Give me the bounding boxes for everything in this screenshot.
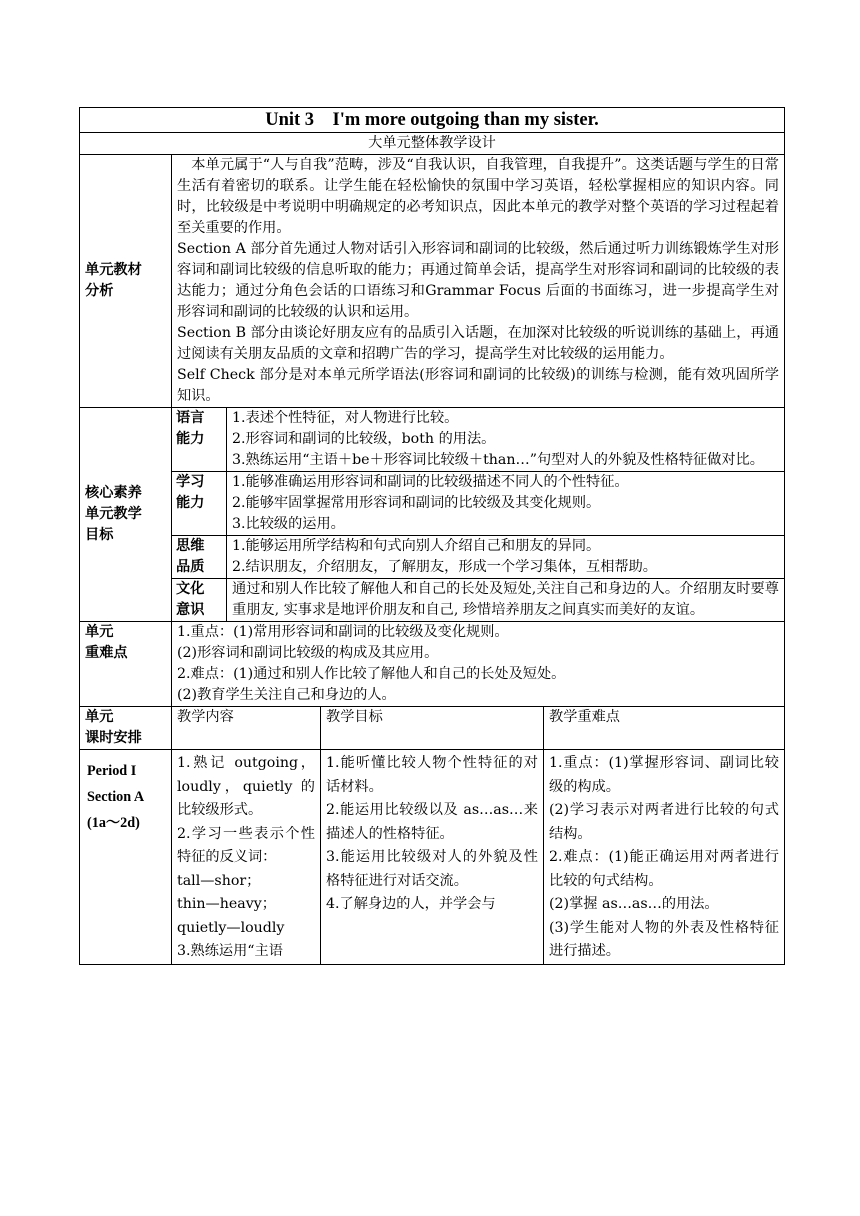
- period-content: [172, 750, 321, 965]
- schedule-header-row: [80, 707, 785, 750]
- period-goals: [321, 750, 544, 965]
- list-item: 1.熟记 outgoing，loudly，quietly 的比较级形式。: [177, 755, 315, 818]
- period-label: Period I Section A (1a～2d): [80, 750, 172, 965]
- list-item: 通过和别人作比较了解他人和自己的长处及短处,关注自己和身边的人。介绍朋友时要尊重朋友, 实事求是地评价朋友和自己, 珍惜培养朋友之间真实而美好的友谊。: [232, 581, 779, 618]
- list-item: (3)学生能对人物的外表及性格特征进行描述。: [549, 919, 779, 959]
- core-literacy-label: 核心素养 单元教学 目标: [80, 408, 172, 622]
- document-subtitle: 大单元整体教学设计: [80, 133, 785, 155]
- core-literacy-row-language: [80, 408, 785, 472]
- list-item: (2)形容词和副词比较级的构成及其应用。: [177, 645, 439, 661]
- cultural-awareness-label: 文化 意识: [172, 579, 227, 622]
- period-difficulties: [544, 750, 785, 965]
- learning-ability-content: [227, 472, 785, 536]
- material-analysis-label: 单元教材 分析: [80, 155, 172, 408]
- title-row: [80, 108, 785, 133]
- list-item: 3.能运用比较级对人的外貌及性格特征进行对话交流。: [326, 849, 538, 889]
- key-points-label: 单元 重难点: [80, 622, 172, 707]
- analysis-paragraph: 本单元属于“人与自我”范畴，涉及“自我认识，自我管理，自我提升”。这类话题与学生的日常生活有着密切的联系。让学生能在轻松愉快的氛围中学习英语，轻松掌握相应的知识内容。同时，比较级是中考说明中明确规定的必考知识点，因此本单元的教学对整个英语的学习过程起着至关重要的作用。: [177, 157, 779, 236]
- column-header-content: 教学内容: [172, 707, 321, 750]
- cultural-awareness-content: [227, 579, 785, 622]
- list-item: 2.结识朋友，介绍朋友，了解朋友，形成一个学习集体，互相帮助。: [232, 559, 657, 575]
- core-literacy-row-culture: [80, 579, 785, 622]
- column-header-goals: 教学目标: [321, 707, 544, 750]
- list-item: 1.能够准确运用形容词和副词的比较级描述不同人的个性特征。: [232, 474, 629, 490]
- language-ability-content: [227, 408, 785, 472]
- period-row: [80, 750, 785, 965]
- list-item: 2.形容词和副词的比较级，both 的用法。: [232, 431, 496, 447]
- list-item: 3.熟练运用“主语: [177, 943, 283, 959]
- list-item: 1.重点：(1)常用形容词和副词的比较级及变化规则。: [177, 624, 509, 640]
- analysis-paragraph: Self Check 部分是对本单元所学语法(形容词和副词的比较级)的训练与检测，能有效巩固所学知识。: [177, 367, 779, 404]
- material-analysis-row: [80, 155, 785, 408]
- list-item: 4.了解身边的人，并学会与: [326, 896, 496, 912]
- core-literacy-row-thinking: [80, 536, 785, 579]
- list-item: (2)学习表示对两者进行比较的句式结构。: [549, 802, 779, 842]
- list-item: 2.能运用比较级以及 as…as…来描述人的性格特征。: [326, 802, 538, 842]
- list-item: quietly—loudly: [177, 919, 285, 936]
- list-item: 1.能够运用所学结构和句式向别人介绍自己和朋友的异同。: [232, 538, 601, 554]
- list-item: 1.能听懂比较人物个性特征的对话材料。: [326, 755, 538, 795]
- thinking-quality-content: [227, 536, 785, 579]
- list-item: 1.表述个性特征，对人物进行比较。: [232, 410, 459, 426]
- list-item: (2)掌握 as…as…的用法。: [549, 896, 719, 912]
- language-ability-label: 语言 能力: [172, 408, 227, 472]
- list-item: 2.学习一些表示个性特征的反义词：: [177, 825, 315, 865]
- list-item: 3.比较级的运用。: [232, 516, 345, 532]
- list-item: 3.熟练运用“主语＋be＋形容词比较级＋than…”句型对人的外貌及性格特征做对比。: [232, 452, 764, 468]
- subtitle-row: [80, 133, 785, 155]
- schedule-label: 单元 课时安排: [80, 707, 172, 750]
- key-points-row: [80, 622, 785, 707]
- list-item: 2.难点：(1)能正确运用对两者进行比较的句式结构。: [549, 849, 779, 889]
- thinking-quality-label: 思维 品质: [172, 536, 227, 579]
- key-points-content: [172, 622, 785, 707]
- column-header-difficulties: 教学重难点: [544, 707, 785, 750]
- analysis-paragraph: Section B 部分由谈论好朋友应有的品质引入话题，在加深对比较级的听说训练的基础上，再通过阅读有关朋友品质的文章和招聘广告的学习，提高学生对比较级的运用能力。: [177, 325, 779, 362]
- list-item: (2)教育学生关注自己和身边的人。: [177, 687, 396, 703]
- list-item: 1.重点：(1)掌握形容词、副词比较级的构成。: [549, 755, 779, 795]
- document-title: Unit 3 I'm more outgoing than my sister.: [80, 108, 785, 133]
- list-item: thin—heavy；: [177, 896, 276, 912]
- list-item: tall—shor；: [177, 872, 261, 889]
- learning-ability-label: 学习 能力: [172, 472, 227, 536]
- list-item: 2.难点：(1)通过和别人作比较了解他人和自己的长处及短处。: [177, 666, 566, 682]
- core-literacy-row-learning: [80, 472, 785, 536]
- analysis-paragraph: Section A 部分首先通过人物对话引入形容词和副词的比较级，然后通过听力训练锻炼学生对形容词和副词比较级的信息听取的能力；再通过简单会话，提高学生对形容词和副词的比较级的表达能力；通过分角色会话的口语练习和Grammar Focus 后面的书面练习，进一步提高学生对形容词和副词的比较级的认识和运用。: [177, 241, 779, 320]
- list-item: 2.能够牢固掌握常用形容词和副词的比较级及其变化规则。: [232, 495, 601, 511]
- lesson-plan-table: [79, 107, 785, 965]
- material-analysis-content: [172, 155, 785, 408]
